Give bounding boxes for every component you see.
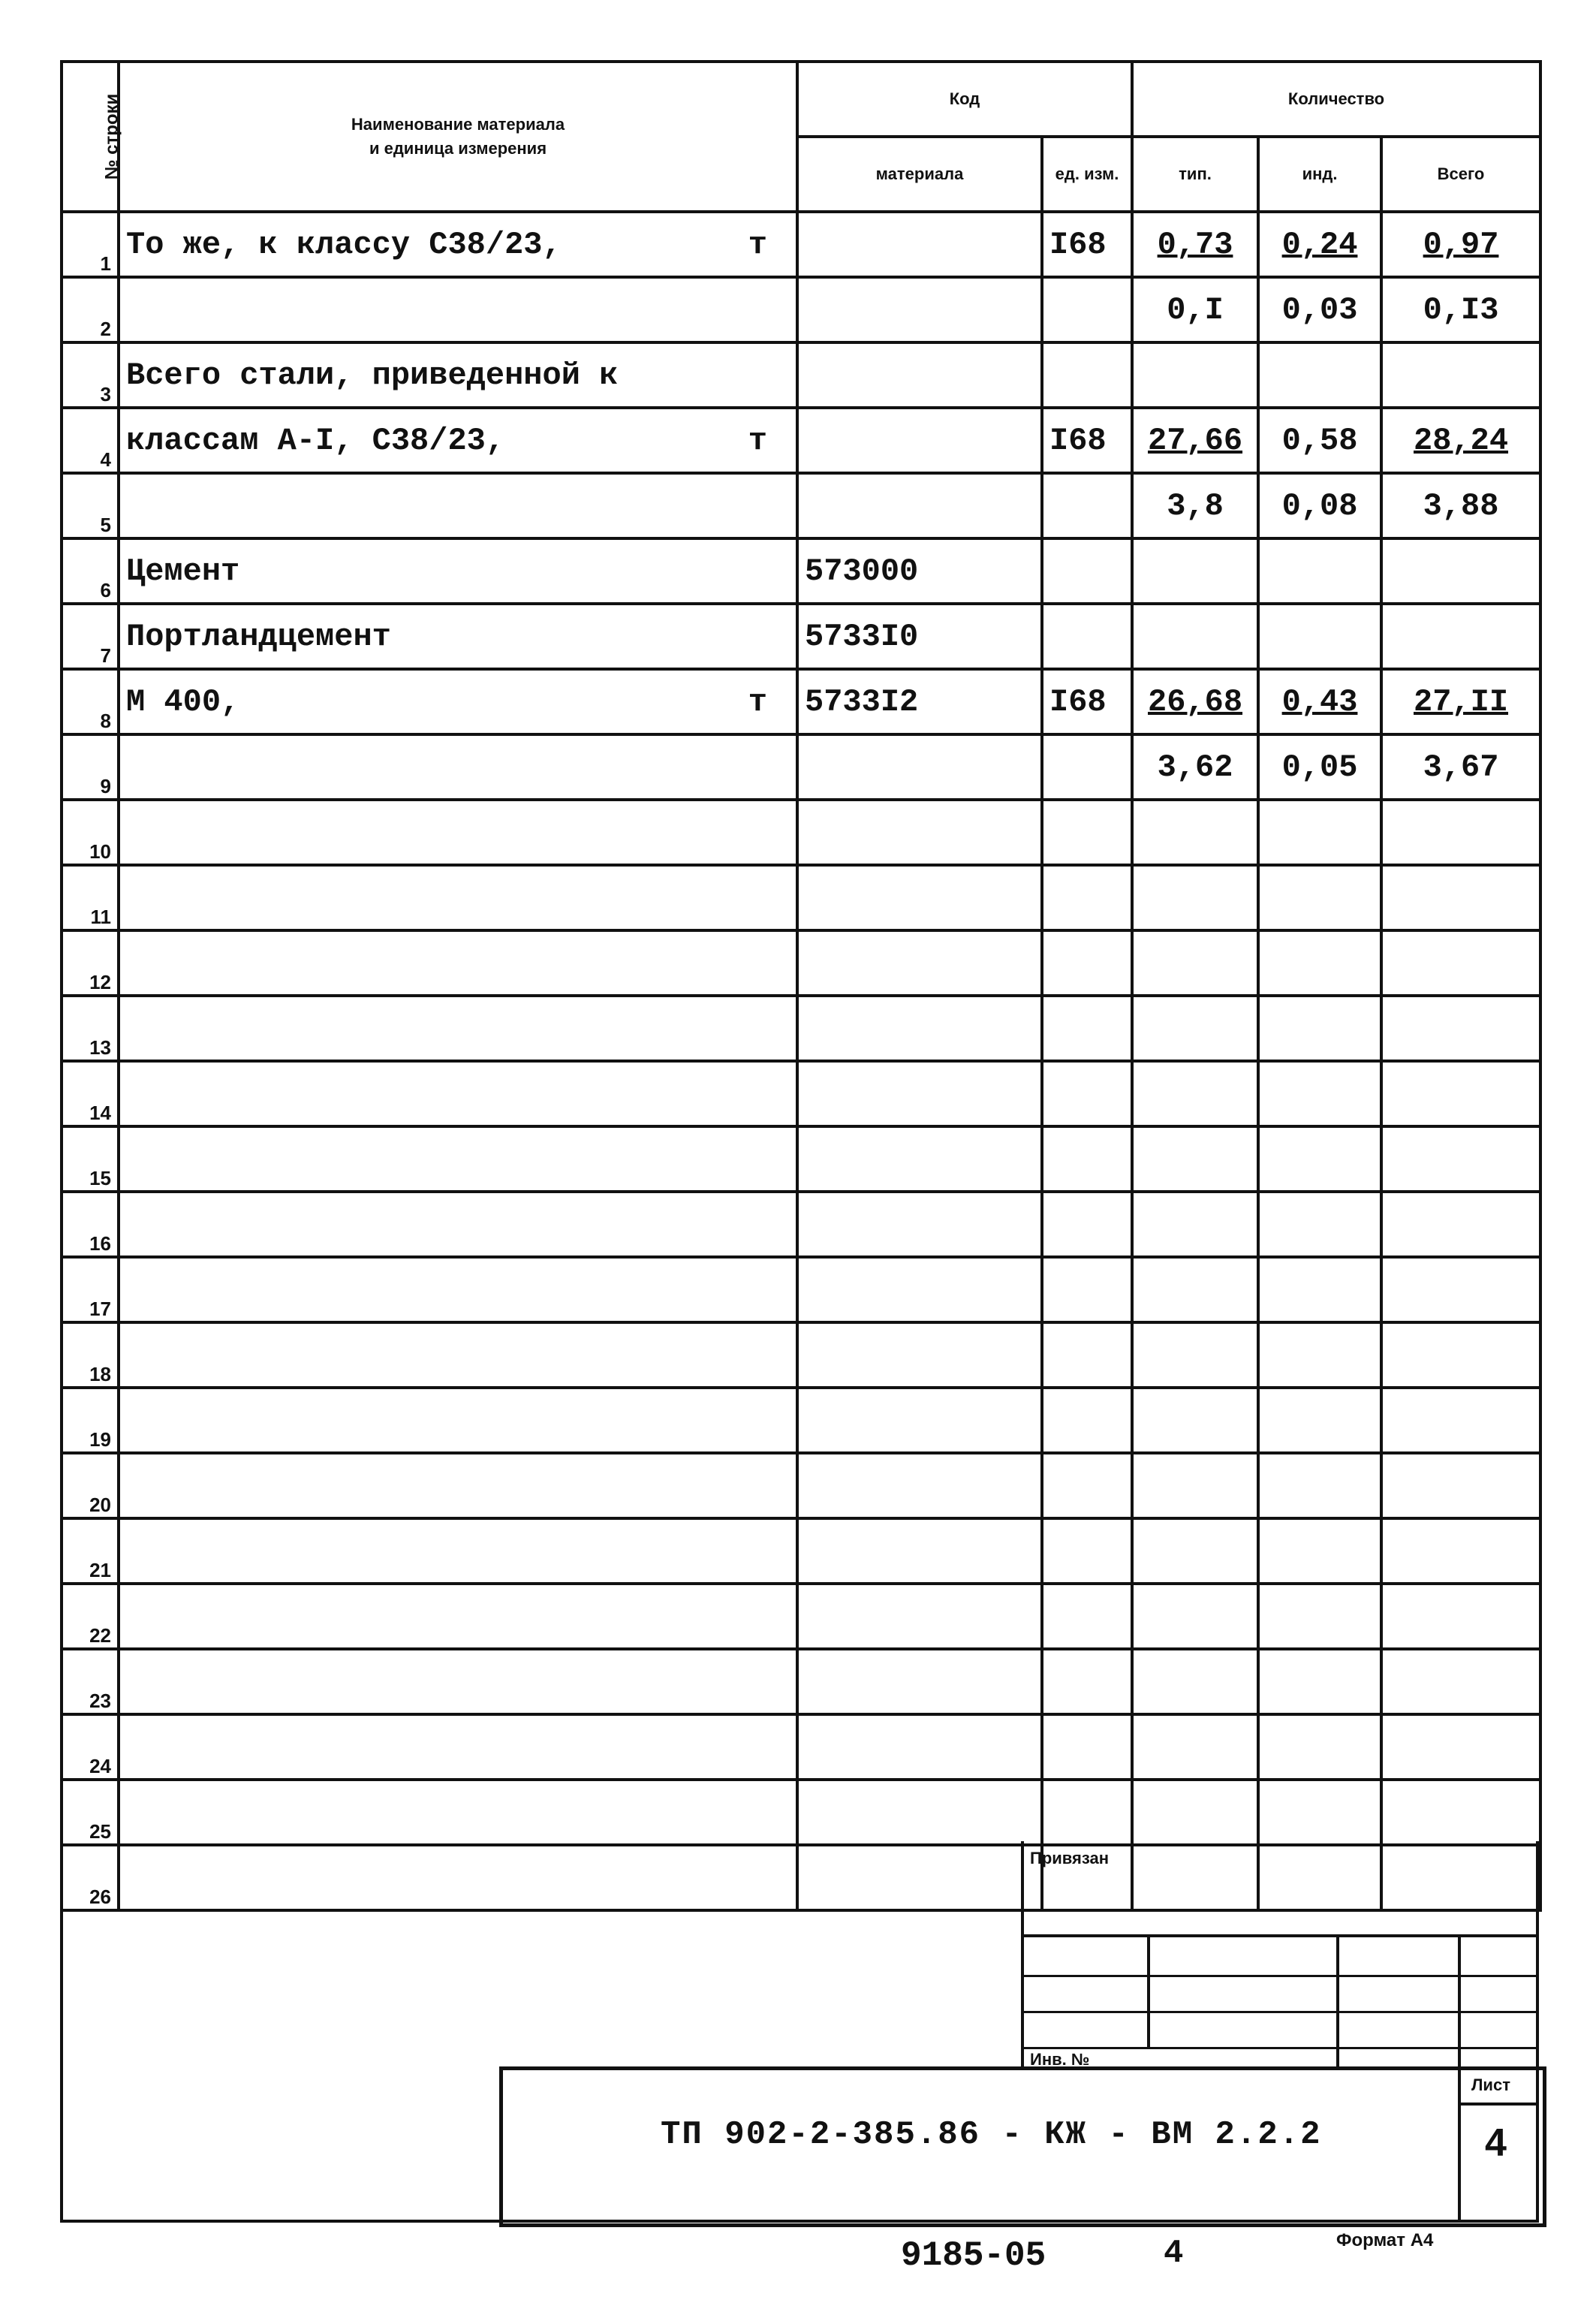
material-name [119, 1257, 797, 1322]
qty-individual-value: 0,24 [1281, 226, 1358, 263]
unit-code: I68 [1042, 408, 1132, 473]
qty-total: 0,I3 [1381, 277, 1540, 342]
table-row [62, 1649, 1540, 1714]
table-row [62, 1257, 1540, 1322]
qty-typical-value: 0,73 [1157, 226, 1233, 263]
qty-typical-value: 27,66 [1148, 422, 1243, 459]
table-row [62, 865, 1540, 930]
row-number: 5 [62, 473, 119, 538]
qty-individual-header: инд. [1258, 137, 1381, 212]
qty-typical [1132, 1649, 1258, 1714]
qty-individual [1258, 1584, 1381, 1649]
row-number: 4 [62, 408, 119, 473]
qty-typical [1132, 669, 1258, 734]
table-row [62, 1714, 1540, 1780]
material-code [797, 1649, 1042, 1714]
material-code [797, 1322, 1042, 1388]
qty-individual [1258, 1453, 1381, 1518]
sheet-number: 4 [1485, 2121, 1507, 2165]
archive-fraction: 4 [1164, 2235, 1184, 2272]
unit-code [1042, 1322, 1132, 1388]
qty-total [1381, 1322, 1540, 1388]
material-code [797, 473, 1042, 538]
material-code [797, 277, 1042, 342]
material-code: 5733I2 [797, 669, 1042, 734]
table-row [62, 1192, 1540, 1257]
unit-code [1042, 1192, 1132, 1257]
bound-divider [1147, 1934, 1150, 2047]
table-row [62, 996, 1540, 1061]
unit-code [1042, 996, 1132, 1061]
row-number-header: № строки [62, 62, 119, 212]
qty-individual [1258, 1322, 1381, 1388]
qty-total [1381, 538, 1540, 604]
material-name [119, 996, 797, 1061]
row-number: 10 [62, 800, 119, 865]
unit-code [1042, 1584, 1132, 1649]
qty-total: 3,88 [1381, 473, 1540, 538]
table-row [62, 342, 1540, 408]
material-code [797, 1061, 1042, 1126]
material-code [797, 930, 1042, 996]
row-number: 14 [62, 1061, 119, 1126]
table-row [62, 1780, 1540, 1845]
material-code [797, 1388, 1042, 1453]
document-code: ТП 902-2-385.86 - КЖ - ВМ 2.2.2 [661, 2116, 1322, 2154]
row-number: 8 [62, 669, 119, 734]
material-unit: т [748, 422, 767, 459]
unit-code: I68 [1042, 212, 1132, 277]
material-name-text: М 400, [126, 683, 240, 720]
qty-typical-header: тип. [1132, 137, 1258, 212]
qty-total [1381, 1388, 1540, 1453]
material-code [797, 408, 1042, 473]
document-sheet [60, 60, 1539, 2230]
qty-individual: 0,03 [1258, 277, 1381, 342]
qty-typical [1132, 1518, 1258, 1584]
material-code: 573000 [797, 538, 1042, 604]
qty-individual: 0,05 [1258, 734, 1381, 800]
bound-divider [1021, 2011, 1539, 2013]
unit-code [1042, 1061, 1132, 1126]
qty-typical [1132, 1453, 1258, 1518]
material-code [797, 734, 1042, 800]
unit-code [1042, 604, 1132, 669]
qty-total-header: Всего [1381, 137, 1540, 212]
row-number: 21 [62, 1518, 119, 1584]
table-row [62, 212, 1540, 277]
archive-number: 9185-05 [901, 2236, 1046, 2275]
material-code [797, 1584, 1042, 1649]
material-name [119, 1388, 797, 1453]
unit-code-header: ед. изм. [1042, 137, 1132, 212]
qty-total [1381, 212, 1540, 277]
material-code [797, 1453, 1042, 1518]
material-unit: т [748, 683, 767, 720]
material-name [119, 1322, 797, 1388]
qty-typical: 3,62 [1132, 734, 1258, 800]
material-name [119, 1714, 797, 1780]
material-code [797, 342, 1042, 408]
table-row [62, 1388, 1540, 1453]
row-number: 23 [62, 1649, 119, 1714]
qty-typical [1132, 1192, 1258, 1257]
material-name-text: Цемент [126, 553, 240, 589]
bound-divider [1021, 1975, 1539, 1977]
qty-typical [1132, 1322, 1258, 1388]
code-group-header: Код [797, 62, 1132, 137]
table-row [62, 800, 1540, 865]
row-number: 20 [62, 1453, 119, 1518]
row-number: 13 [62, 996, 119, 1061]
qty-individual [1258, 212, 1381, 277]
material-name [119, 1192, 797, 1257]
qty-individual [1258, 1649, 1381, 1714]
material-name [119, 1584, 797, 1649]
unit-code [1042, 930, 1132, 996]
material-name [119, 669, 797, 734]
unit-code [1042, 277, 1132, 342]
material-name-text: Портландцемент [126, 618, 391, 655]
material-code [797, 1192, 1042, 1257]
materials-table [60, 60, 1542, 1912]
qty-typical [1132, 800, 1258, 865]
bound-block [1021, 1841, 1542, 2069]
qty-total: 3,67 [1381, 734, 1540, 800]
material-name [119, 277, 797, 342]
qty-individual: 0,08 [1258, 473, 1381, 538]
material-unit: т [748, 226, 767, 263]
material-name [119, 1061, 797, 1126]
qty-typical [1132, 1388, 1258, 1453]
material-name [119, 1453, 797, 1518]
qty-total [1381, 865, 1540, 930]
material-name [119, 473, 797, 538]
sheet-label: Лист [1471, 2075, 1510, 2094]
qty-individual [1258, 1388, 1381, 1453]
qty-individual [1258, 538, 1381, 604]
qty-total-value: 0,97 [1423, 226, 1499, 263]
table-row [62, 1453, 1540, 1518]
unit-code [1042, 800, 1132, 865]
unit-code [1042, 1780, 1132, 1845]
material-code [797, 800, 1042, 865]
qty-total [1381, 1714, 1540, 1780]
qty-individual [1258, 604, 1381, 669]
unit-code [1042, 473, 1132, 538]
table-row [62, 1518, 1540, 1584]
qty-total [1381, 930, 1540, 996]
qty-individual [1258, 1518, 1381, 1584]
qty-total [1381, 1126, 1540, 1192]
qty-typical: 3,8 [1132, 473, 1258, 538]
material-code [797, 996, 1042, 1061]
table-row [62, 1584, 1540, 1649]
inventory-label: Инв. № [1030, 2050, 1090, 2069]
material-name-text: Всего стали, приведенной к [126, 357, 619, 393]
table-row [62, 930, 1540, 996]
material-code [797, 1257, 1042, 1322]
row-number: 25 [62, 1780, 119, 1845]
qty-individual [1258, 800, 1381, 865]
qty-individual [1258, 1126, 1381, 1192]
unit-code [1042, 1257, 1132, 1322]
material-code [797, 1780, 1042, 1845]
material-code [797, 212, 1042, 277]
qty-total [1381, 1518, 1540, 1584]
quantity-group-header: Количество [1132, 62, 1540, 137]
table-row [62, 408, 1540, 473]
qty-typical [1132, 538, 1258, 604]
qty-total [1381, 1584, 1540, 1649]
qty-total [1381, 604, 1540, 669]
row-number: 12 [62, 930, 119, 996]
table-row [62, 473, 1540, 538]
material-code: 5733I0 [797, 604, 1042, 669]
qty-total [1381, 669, 1540, 734]
row-number: 16 [62, 1192, 119, 1257]
qty-individual [1258, 669, 1381, 734]
qty-typical-value: 26,68 [1148, 683, 1243, 720]
row-number: 22 [62, 1584, 119, 1649]
qty-individual [1258, 1780, 1381, 1845]
table-row [62, 1126, 1540, 1192]
stamp-divider [1458, 2103, 1539, 2106]
qty-individual: 0,58 [1258, 408, 1381, 473]
row-number: 2 [62, 277, 119, 342]
qty-typical [1132, 604, 1258, 669]
qty-total [1381, 1192, 1540, 1257]
row-number: 6 [62, 538, 119, 604]
material-code-header: материала [797, 137, 1042, 212]
unit-code [1042, 1388, 1132, 1453]
qty-individual [1258, 865, 1381, 930]
qty-total [1381, 996, 1540, 1061]
material-name-text: То же, к классу С38/23, [126, 226, 562, 263]
table-row [62, 669, 1540, 734]
qty-typical [1132, 1061, 1258, 1126]
left-border [60, 1841, 63, 2223]
qty-typical [1132, 342, 1258, 408]
material-code [797, 1126, 1042, 1192]
qty-total [1381, 1649, 1540, 1714]
row-number: 11 [62, 865, 119, 930]
qty-individual [1258, 342, 1381, 408]
material-name [119, 930, 797, 996]
unit-code [1042, 734, 1132, 800]
qty-total-value: 27,II [1414, 683, 1509, 720]
qty-total [1381, 1061, 1540, 1126]
row-number: 3 [62, 342, 119, 408]
row-number: 17 [62, 1257, 119, 1322]
bound-divider [1021, 2047, 1539, 2049]
qty-individual [1258, 996, 1381, 1061]
row-number: 1 [62, 212, 119, 277]
material-name [119, 1780, 797, 1845]
qty-individual [1258, 1192, 1381, 1257]
material-name [119, 538, 797, 604]
table-row [62, 604, 1540, 669]
material-name [119, 408, 797, 473]
row-number: 18 [62, 1322, 119, 1388]
bound-label: Привязан [1030, 1849, 1110, 1867]
bound-divider [1336, 1934, 1339, 2066]
unit-code [1042, 538, 1132, 604]
qty-total [1381, 408, 1540, 473]
material-code [797, 865, 1042, 930]
material-name [119, 212, 797, 277]
qty-individual [1258, 1714, 1381, 1780]
unit-code [1042, 1649, 1132, 1714]
qty-typical [1132, 1584, 1258, 1649]
material-name [119, 1518, 797, 1584]
material-code [797, 1714, 1042, 1780]
unit-code [1042, 1126, 1132, 1192]
row-number: 19 [62, 1388, 119, 1453]
row-number: 9 [62, 734, 119, 800]
qty-total [1381, 1257, 1540, 1322]
material-name-header: Наименование материала и единица измерения [119, 62, 797, 212]
stamp-divider [1458, 2066, 1461, 2220]
qty-typical [1132, 1126, 1258, 1192]
qty-typical [1132, 865, 1258, 930]
qty-total [1381, 1453, 1540, 1518]
qty-total-value: 28,24 [1414, 422, 1509, 459]
qty-typical [1132, 1714, 1258, 1780]
row-number: 24 [62, 1714, 119, 1780]
qty-individual [1258, 1257, 1381, 1322]
material-name [119, 342, 797, 408]
qty-total [1381, 1780, 1540, 1845]
material-name [119, 604, 797, 669]
qty-typical [1132, 212, 1258, 277]
table-row [62, 277, 1540, 342]
table-row [62, 734, 1540, 800]
qty-typical: 0,I [1132, 277, 1258, 342]
material-name [119, 1126, 797, 1192]
qty-typical [1132, 996, 1258, 1061]
qty-individual [1258, 930, 1381, 996]
material-name [119, 1845, 797, 1910]
unit-code [1042, 865, 1132, 930]
qty-typical [1132, 1257, 1258, 1322]
qty-typical [1132, 1780, 1258, 1845]
unit-code: I68 [1042, 669, 1132, 734]
qty-individual-value: 0,43 [1281, 683, 1358, 720]
material-name [119, 865, 797, 930]
qty-individual [1258, 1061, 1381, 1126]
unit-code [1042, 1518, 1132, 1584]
table-row [62, 1322, 1540, 1388]
bound-divider [1458, 1934, 1461, 2066]
bound-divider [1021, 1934, 1539, 1937]
material-name-text: классам А-I, С38/23, [126, 422, 505, 459]
qty-typical [1132, 930, 1258, 996]
qty-total [1381, 800, 1540, 865]
material-name [119, 800, 797, 865]
unit-code [1042, 342, 1132, 408]
qty-total [1381, 342, 1540, 408]
material-code [797, 1518, 1042, 1584]
format-label: Формат А4 [1336, 2230, 1434, 2250]
qty-typical [1132, 408, 1258, 473]
table-row [62, 1061, 1540, 1126]
row-number: 15 [62, 1126, 119, 1192]
material-name [119, 734, 797, 800]
materials-table-body [62, 212, 1540, 1910]
row-number: 7 [62, 604, 119, 669]
unit-code [1042, 1714, 1132, 1780]
row-number: 26 [62, 1845, 119, 1910]
material-code [797, 1845, 1042, 1910]
unit-code [1042, 1453, 1132, 1518]
material-name [119, 1649, 797, 1714]
table-row [62, 538, 1540, 604]
